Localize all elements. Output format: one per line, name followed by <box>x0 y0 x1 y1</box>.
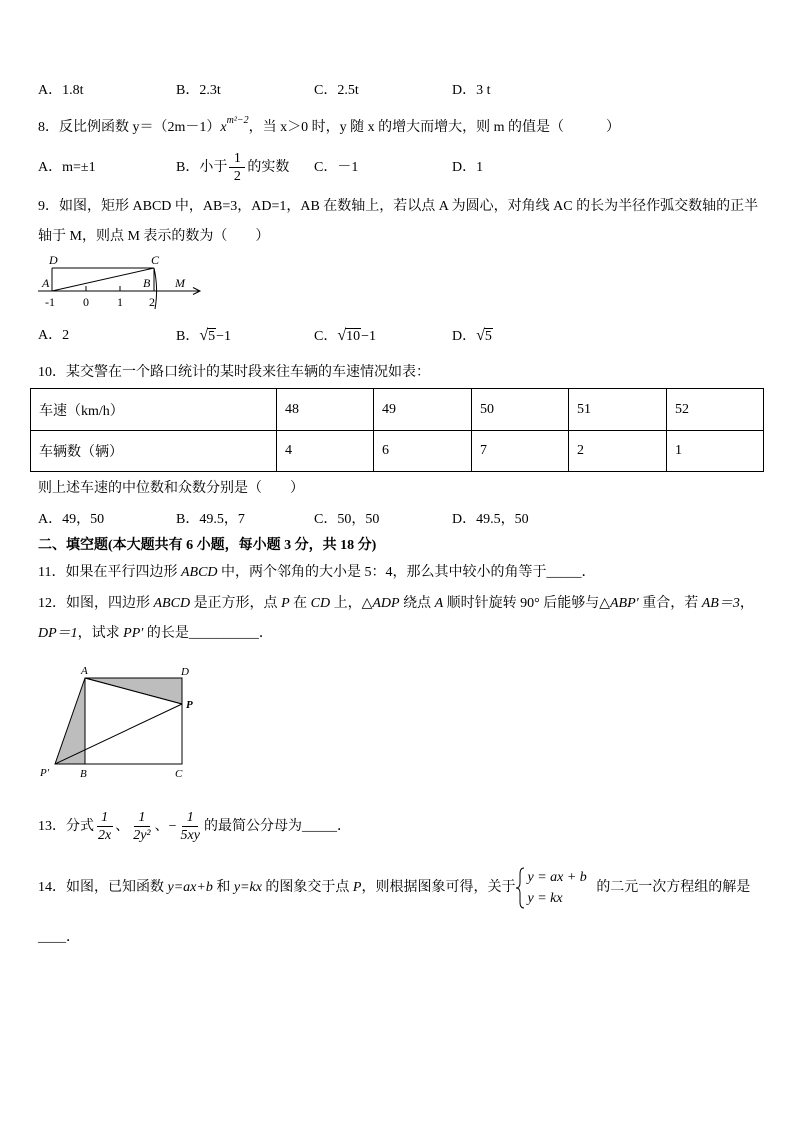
q8-option-b-prefix: B．小于 <box>176 160 228 175</box>
q8-option-a <box>38 150 96 186</box>
q12-stem-line2 <box>38 625 273 643</box>
q14-text: 14．如图，已知函数 <box>38 880 168 895</box>
q14-math: P <box>352 880 362 895</box>
label-d: D <box>181 666 189 678</box>
q9-option-d-prefix: D． <box>452 329 477 344</box>
q12-math: AB＝3 <box>701 596 740 611</box>
q9-option-a: A．2 <box>38 328 70 343</box>
fraction-numerator: 1 <box>229 150 245 168</box>
q11-text: ． <box>581 565 596 580</box>
q9-stem-line2: 轴于 M，则点 M 表示的数为（ ） <box>38 229 270 244</box>
section-heading: 二、填空题(本大题共有 6 小题，每小题 3 分，共 18 分) <box>38 538 377 553</box>
table-cell: 50 <box>472 389 569 431</box>
tick-label: 2 <box>149 295 155 309</box>
q13-end: ． <box>336 819 351 834</box>
q12-text: ， <box>739 596 754 611</box>
q9-option-b-prefix: B． <box>176 329 200 344</box>
q8-option-b <box>176 150 289 186</box>
table-cell: 51 <box>569 389 667 431</box>
q8-stem-after: ，当 x＞0 时，y 随 x 的增大而增大，则 m 的值是（ ） <box>248 120 620 135</box>
q12-square-figure <box>35 660 205 782</box>
tick-label: -1 <box>45 295 55 309</box>
q7-option-c: C．2.5t <box>314 83 359 98</box>
q12-math: CD <box>310 596 331 611</box>
q12-text: 12．如图，四边形 <box>38 596 154 611</box>
fraction-denominator: 2 <box>233 169 241 184</box>
q9-option-d-radicand: 5 <box>484 329 492 344</box>
speed-table <box>30 388 764 472</box>
fraction-denominator: 2x <box>98 828 112 843</box>
q8-power-base: x <box>220 120 227 135</box>
q13-minus-sign: − <box>168 819 177 834</box>
q12-text: 上， <box>330 596 362 611</box>
q9-option-d <box>452 327 493 346</box>
tick-label: 0 <box>83 295 89 309</box>
label-c: C <box>175 768 183 780</box>
q9-option-c-suffix: −1 <box>361 329 377 344</box>
fraction-denominator: 2y² <box>133 828 151 843</box>
answer-blank: _____ <box>301 819 337 834</box>
label-c: C <box>151 253 160 267</box>
q13-fraction-1 <box>96 809 113 845</box>
label-a: A <box>42 276 50 290</box>
q11-stem <box>38 564 596 582</box>
system-equation-2: y = kx <box>527 891 563 906</box>
q11-text: 中，两个邻角的大小是 5：4，那么其中较小的角等于 <box>217 565 547 580</box>
q9-option-b <box>176 327 231 346</box>
label-m: M <box>175 276 185 290</box>
q12-math: △ABP′ <box>599 596 639 611</box>
q12-stem-line1 <box>38 595 754 613</box>
q12-math: △ADP <box>361 596 400 611</box>
q8-option-a-text: A．m=±1 <box>38 160 96 175</box>
q12-math: A <box>434 596 444 611</box>
q8-option-d-text: D．1 <box>452 160 484 175</box>
fraction-numerator: 1 <box>182 809 198 827</box>
q14-math: y=ax+b <box>167 880 213 895</box>
table-cell: 6 <box>374 431 472 472</box>
row-header-count: 车辆数（辆） <box>31 431 277 472</box>
table-row <box>31 389 764 431</box>
fraction-denominator: 5xy <box>180 828 200 843</box>
fraction-numerator: 1 <box>134 809 150 827</box>
brace-path <box>516 868 524 908</box>
q8-option-c-text: C．－1 <box>314 160 359 175</box>
q14-text: 的图象交于点 <box>261 880 353 895</box>
table-cell: 49 <box>374 389 472 431</box>
q9-option-c <box>314 327 376 346</box>
q9-option-b-radicand: 5 <box>208 329 216 344</box>
q14-text: ，则根据图象可得，关于 <box>361 880 516 895</box>
q7-option-d: D．3 t <box>452 83 491 98</box>
q14-math: y=kx <box>233 880 262 895</box>
label-p-prime: P′ <box>40 767 50 779</box>
q8-stem <box>38 115 620 137</box>
shaded-triangle-abp-prime <box>55 678 85 764</box>
sqrt-sign: √ <box>337 327 347 344</box>
table-cell: 2 <box>569 431 667 472</box>
q12-text: ． <box>258 626 273 641</box>
q13-separator: 、 <box>115 819 130 834</box>
q10-option-a: A．49，50 <box>38 512 105 527</box>
q8-option-c <box>314 150 358 186</box>
q11-math: ABCD <box>180 565 218 580</box>
q14-text: 和 <box>212 880 234 895</box>
table-cell: 1 <box>667 431 764 472</box>
table-cell: 4 <box>277 431 374 472</box>
q8-stem-before: 8．反比例函数 y＝（2m－1） <box>38 120 221 135</box>
q12-text: 在 <box>289 596 311 611</box>
q10-option-b: B．49.5，7 <box>176 512 245 527</box>
label-b: B <box>143 276 151 290</box>
q12-text: 的长是 <box>143 626 189 641</box>
row-header-speed: 车速（km/h） <box>31 389 277 431</box>
fraction-numerator: 1 <box>97 809 113 827</box>
q9-stem-line1: 9．如图，矩形 ABCD 中，AB=3，AD=1，AB 在数轴上，若以点 A 为圆心，对角线 AC 的长为半径作弧交数轴的正半 <box>38 199 759 214</box>
q9-option-b-suffix: −1 <box>216 329 232 344</box>
diagonal-ac <box>52 268 154 291</box>
sqrt-sign: √ <box>199 327 209 344</box>
q13-separator: 、 <box>154 819 169 834</box>
answer-blank: _____ <box>546 565 582 580</box>
q14-stem-line2: ____． <box>38 930 80 945</box>
q11-text: 11．如果在平行四边形 <box>38 565 181 580</box>
answer-blank: __________ <box>188 626 259 641</box>
q12-text: 绕点 <box>399 596 435 611</box>
label-a: A <box>81 665 88 677</box>
q12-math: PP′ <box>123 626 144 641</box>
q14-stem-line1 <box>38 866 750 910</box>
table-cell: 7 <box>472 431 569 472</box>
q13-prefix: 13．分式 <box>38 819 94 834</box>
q13-stem <box>38 805 351 849</box>
q9-option-c-prefix: C． <box>314 329 338 344</box>
table-row <box>31 431 764 472</box>
equation-system <box>527 867 586 909</box>
q7-option-b: B．2.3t <box>176 83 221 98</box>
q12-math: DP＝1 <box>38 626 78 641</box>
q7-option-a: A．1.8t <box>38 83 84 98</box>
q8-power-exponent: m²−2 <box>226 115 249 126</box>
q12-text: ，试求 <box>77 626 124 641</box>
label-p: P <box>186 699 193 711</box>
q10-question: 则上述车速的中位数和众数分别是（ ） <box>38 481 304 496</box>
q9-number-line-figure <box>30 250 210 312</box>
q13-fraction-2 <box>131 809 152 845</box>
q14-text: 的二元一次方程组的解是 <box>592 880 751 895</box>
system-brace <box>515 866 525 910</box>
q9-option-c-radicand: 10 <box>346 329 361 344</box>
sqrt-sign: √ <box>476 327 485 344</box>
tick-label: 1 <box>117 295 123 309</box>
q12-text: 顺时针旋转 90° 后能够与 <box>443 596 600 611</box>
label-d: D <box>49 253 58 267</box>
q10-stem: 10．某交警在一个路口统计的某时段来往车辆的车速情况如表： <box>38 365 430 380</box>
q12-math: P <box>281 596 290 611</box>
system-equation-1: y = ax + b <box>527 870 587 885</box>
q10-option-d: D．49.5，50 <box>452 512 529 527</box>
q8-option-b-fraction <box>229 150 245 186</box>
q12-text: 重合，若 <box>638 596 702 611</box>
label-b: B <box>80 768 87 780</box>
table-cell: 48 <box>277 389 374 431</box>
q10-option-c: C．50，50 <box>314 512 380 527</box>
table-cell: 52 <box>667 389 764 431</box>
q13-suffix: 的最简公分母为 <box>203 819 302 834</box>
q8-option-b-suffix: 的实数 <box>247 160 290 175</box>
q13-fraction-3 <box>179 809 202 845</box>
q12-math: ABCD <box>153 596 191 611</box>
q12-text: 是正方形，点 <box>190 596 282 611</box>
q8-option-d <box>452 150 483 186</box>
